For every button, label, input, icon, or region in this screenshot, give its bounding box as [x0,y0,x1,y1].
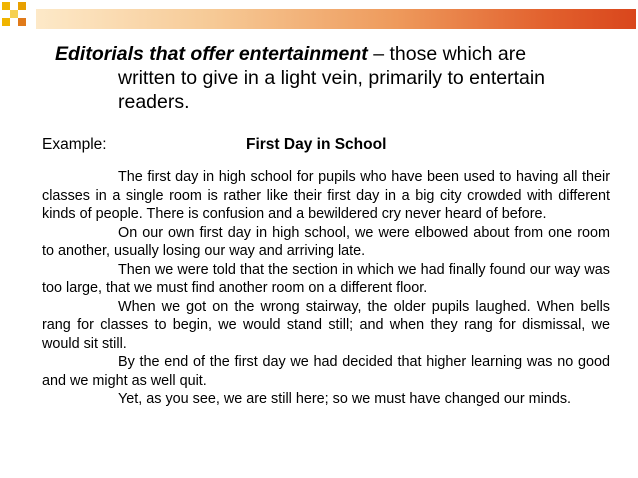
decor-square-3 [10,10,18,18]
essay-paragraph: When we got on the wrong stairway, the older pupils laughed. When bells rang for classes to begin, we would stand still; and when they rang for dismissal, we would sit still. [42,298,610,352]
heading-lead: Editorials that offer entertainment [55,43,368,65]
essay-body [42,168,610,409]
essay-paragraph: Yet, as you see, we are still here; so we must have changed our minds. [118,391,572,407]
example-title: First Day in School [246,136,387,153]
heading-line1-rest: – those which are [367,43,527,65]
decor-square-1 [2,2,10,10]
slide-heading [55,42,615,114]
essay-paragraph: On our own first day in high school, we were elbowed about from one room to another, usually losing our way and arriving late. [42,224,610,259]
essay-paragraph: By the end of the first day we had decided that higher learning was no good and we might as well quit. [42,354,610,389]
essay-paragraph: Then we were told that the section in which we had finally found our way was too large, that we must find another room on a different floor. [42,261,610,296]
example-label: Example: [42,136,107,153]
header-gradient-bar [36,9,636,29]
heading-line2: written to give in a light vein, primarily to entertain [118,67,546,89]
decor-square-5 [18,18,26,26]
decor-square-2 [18,2,26,10]
decor-square-4 [2,18,10,26]
essay-paragraph: The first day in high school for pupils who have been used to having all their classes in a single room is rather like their first day in a big city crowded with different kinds of people. There is confusion and a bewildered cry never heard of before. [42,169,610,222]
heading-line3: readers. [118,91,190,113]
